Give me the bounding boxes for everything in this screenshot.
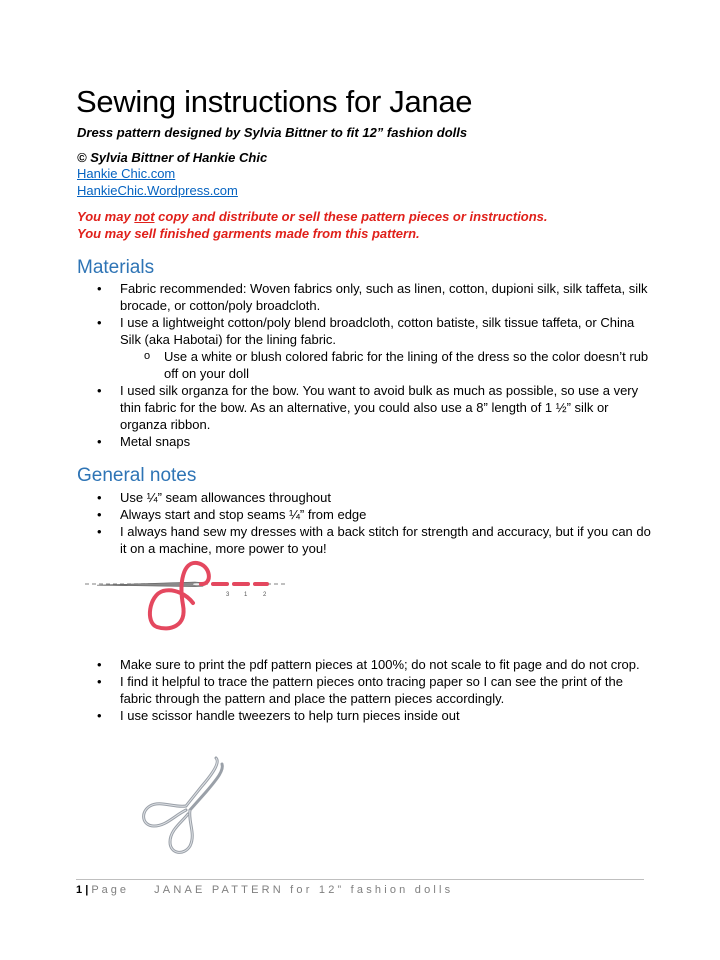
bullet-icon: • (97, 674, 102, 689)
page-label: Page (91, 884, 130, 896)
page-title: Sewing instructions for Janae (76, 84, 473, 119)
stitch-label-1: 1 (244, 592, 248, 598)
bullet-icon: • (97, 281, 102, 296)
general-notes-list (97, 489, 657, 557)
backstitch-needle-illustration (83, 555, 293, 635)
bullet-icon: • (97, 507, 102, 522)
footer-separator: | (85, 884, 89, 896)
scissor-tweezers-illustration (130, 750, 240, 860)
not-emphasis: not (134, 209, 155, 224)
bullet-icon: • (97, 434, 102, 449)
copy-notice: You may not copy and distribute or sell these pattern pieces or instructions. (77, 209, 548, 224)
page-footer (76, 884, 453, 896)
bullet-icon: • (97, 383, 102, 398)
hankie-chic-link[interactable]: Hankie Chic.com (77, 166, 176, 181)
general-notes-list-continued (97, 656, 657, 724)
stitch-mark (211, 582, 229, 586)
bullet-icon: • (97, 524, 102, 539)
bullet-icon: • (97, 315, 102, 330)
copyright-line: © Sylvia Bittner of Hankie Chic (77, 150, 268, 165)
thread-loop (150, 563, 209, 628)
circle-bullet-icon: o (144, 350, 151, 362)
list-item: • Fabric recommended: Woven fabrics only, such as linen, cotton, dupioni silk, silk taffeta, silk brocade, or cotton/poly broadcloth. (97, 281, 648, 313)
stitch-label-2: 2 (263, 592, 267, 598)
list-item: • I always hand sew my dresses with a back stitch for strength and accuracy, but if you can do it on a machine, more power to you! (97, 524, 651, 556)
materials-heading: Materials (77, 257, 155, 278)
bullet-icon: • (97, 490, 102, 505)
list-item: • I find it helpful to trace the pattern pieces onto tracing paper so I can see the print of the fabric through the pattern and place the pattern pieces accordingly. (97, 674, 623, 706)
bullet-icon: • (97, 708, 102, 723)
stitch-label-3: 3 (226, 592, 230, 598)
subtitle: Dress pattern designed by Sylvia Bittner to fit 12” fashion dolls (77, 125, 468, 140)
sub-list (120, 348, 657, 382)
list-item: • Always start and stop seams ¼” from edge (97, 507, 367, 522)
stitch-mark (232, 582, 250, 586)
tweezer-arm (190, 764, 222, 810)
list-item: • Metal snaps (97, 434, 191, 449)
needle-shape (97, 582, 203, 587)
general-notes-heading: General notes (77, 465, 197, 486)
sub-list-item: o Use a white or blush colored fabric for the lining of the dress so the color doesn’t rub off on your doll (144, 349, 649, 381)
document-name: JANAE PATTERN for 12” fashion dolls (154, 884, 454, 896)
list-item: • I used silk organza for the bow. You want to avoid bulk as much as possible, so use a very thin fabric for the bow. As an alternative, you could also use a 8” length of 1 ½” silk or organza ribbon. (97, 383, 639, 432)
sell-notice: You may sell finished garments made from this pattern. (77, 226, 420, 241)
materials-list (97, 280, 657, 450)
list-item: • Use ¼” seam allowances throughout (97, 490, 332, 505)
footer-divider (76, 879, 644, 880)
stitch-mark (253, 582, 269, 586)
list-item: • Make sure to print the pdf pattern pieces at 100%; do not scale to fit page and do not crop. (97, 657, 640, 672)
list-item: • I use scissor handle tweezers to help turn pieces inside out (97, 708, 460, 723)
wordpress-link[interactable]: HankieChic.Wordpress.com (77, 183, 238, 198)
page-number: 1 (76, 884, 83, 896)
bullet-icon: • (97, 657, 102, 672)
list-item: • I use a lightweight cotton/poly blend broadcloth, cotton batiste, silk tissue taffeta, or China Silk (aka Habotai) for the lining fabric. o Use a white or blush colored fabric for the lining of the dress so the color doesn’t rub off on your doll (97, 314, 657, 382)
